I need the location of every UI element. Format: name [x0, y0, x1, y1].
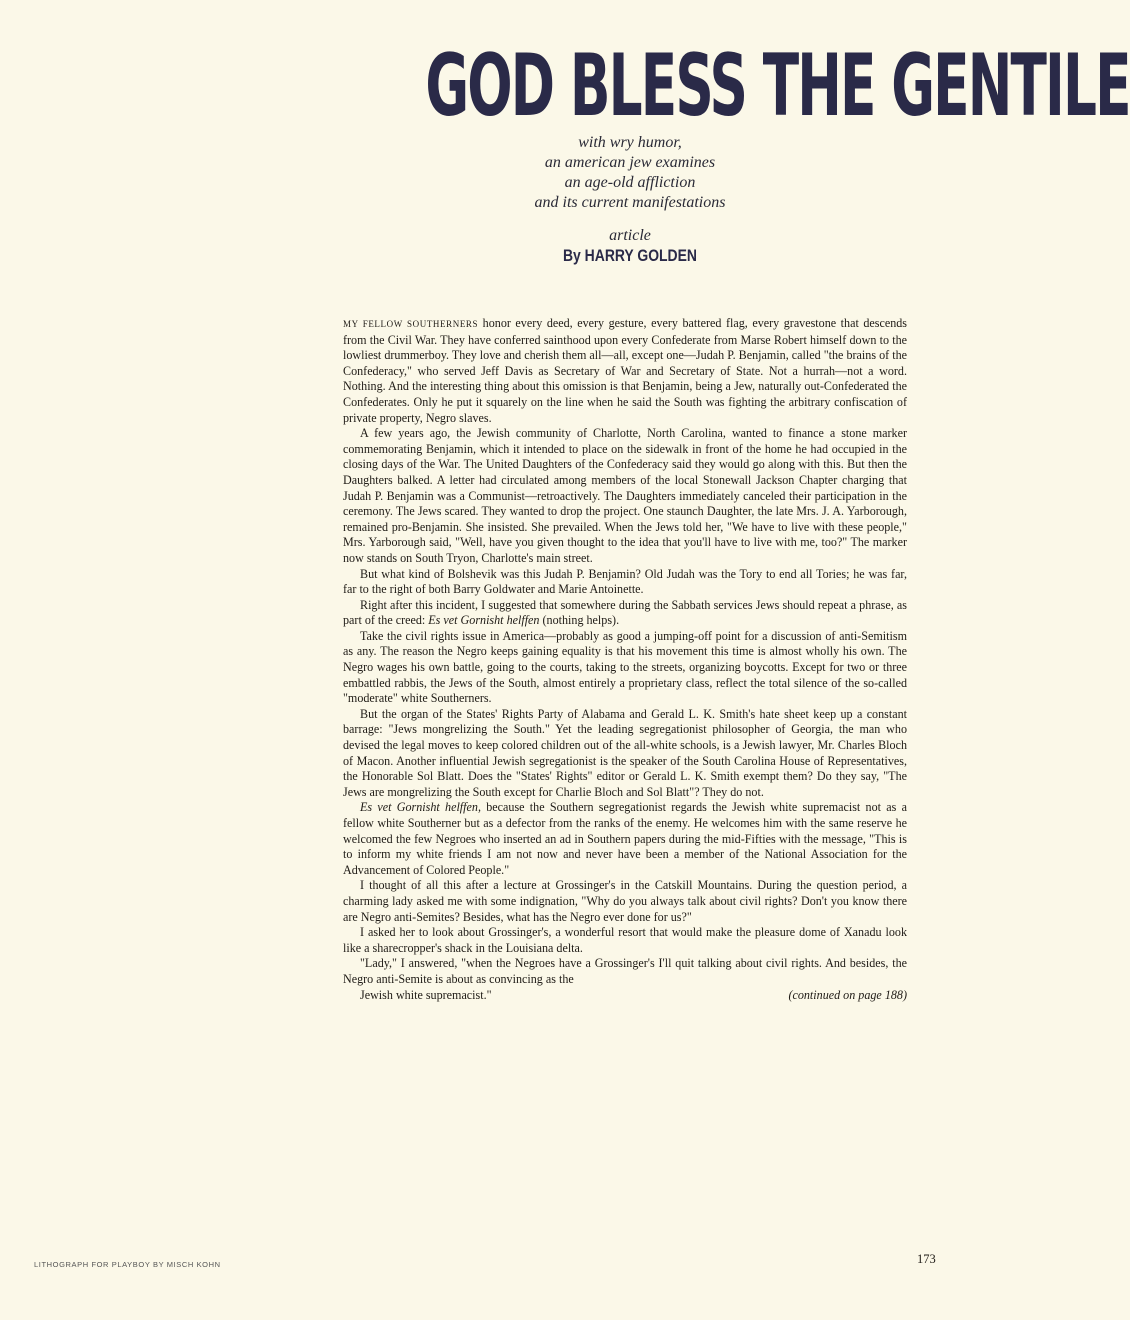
paragraph-text: Jewish white supremacist."	[360, 987, 492, 1002]
final-line	[343, 988, 907, 1004]
paragraph: Take the civil rights issue in America—probably as good a jumping-off point for a discussion of anti-Semitism as any. The reason the Negro keeps gaining equality is that his movement this time is almost wholly his own. The Negro wages his own battle, going to the courts, taking to the streets, organizing boycotts. Except for two or three embattled rabbis, the Jews of the South, almost entirely a proprietary class, reflect the total silence of the so-called "moderate" white Southerners.	[343, 628, 907, 706]
deck	[480, 133, 780, 213]
deck-line: an age-old affliction	[564, 174, 696, 191]
paragraph	[343, 598, 907, 629]
continued-notice: (continued on page 188)	[788, 987, 907, 1002]
paragraph-text: Right after this incident, I suggested that somewhere during the Sabbath services Jews should repeat a phrase, as part of the creed:	[343, 597, 907, 628]
paragraph: A few years ago, the Jewish community of Charlotte, North Carolina, wanted to finance a stone marker commemorating Benjamin, which it intended to place on the sidewalk in front of the home he had occupied in the closing days of the War. The United Daughters of the Confederacy said they would go along with this. But then the Daughters balked. A letter had circulated among members of the local Stonewall Jackson Chapter charging that Judah P. Benjamin was a Communist—retroactively. The Daughters immediately canceled their participation in the ceremony. The Jews scared. They wanted to drop the project. One staunch Daughter, the late Mrs. J. A. Yarborough, remained pro-Benjamin. She insisted. She prevailed. When the Jews told her, "We have to live with these people," Mrs. Yarborough said, "Well, have you given thought to the idea that you'll have to live with me, too?" The marker now stands on South Tryon, Charlotte's main street.	[343, 426, 907, 565]
deck-line: an american jew examines	[544, 154, 716, 171]
deck-line: with wry humor,	[578, 134, 682, 151]
lead-in: MY FELLOW SOUTHERNERS	[343, 319, 479, 329]
paragraph: But what kind of Bolshevik was this Judah P. Benjamin? Old Judah was the Tory to end all Tories; he was far, far to the right of both Barry Goldwater and Marie Antoinette.	[343, 566, 907, 597]
paragraph-text: honor every deed, every gesture, every battered flag, every gravestone that descends from the Civil War. They have conferred sainthood upon every Confederate from Marse Robert himself down to the lowliest drummerboy. They love and cherish them all—all, except one—Judah P. Benjamin, called "the brains of the Confederacy," who served Jeff Davis as Secretary of War and Secretary of State. Not a hurrah—not a word. Nothing. And the interesting thing about this omission is that Benjamin, being a Jew, naturally out-Confederated the Confederates. Only he put it squarely on the line when he said the South was fighting the arbitrary confiscation of private property, Negro slaves.	[343, 316, 907, 425]
paragraph	[343, 316, 907, 426]
paragraph: "Lady," I answered, "when the Negroes have a Grossinger's I'll quit talking about civil rights. And besides, the Negro anti-Semite is about as convincing as the	[343, 956, 907, 986]
deck-line: and its current manifestations	[534, 194, 726, 211]
article-kicker: article	[609, 227, 651, 244]
paragraph: I thought of all this after a lecture at Grossinger's in the Catskill Mountains. During the question period, a charming lady asked me with some indignation, "Why do you always talk about civil rights? Don't you know there are Negro anti-Semites? Besides, what has the Negro ever done for us?"	[343, 878, 907, 924]
paragraph: But the organ of the States' Rights Party of Alabama and Gerald L. K. Smith's hate sheet keep up a constant barrage: "Jews mongrelizing the South." Yet the leading segregationist philosopher of Georgia, the man who devised the legal moves to keep colored children out of the all-white schools, is a Jewish lawyer, Mr. Charles Bloch of Macon. Another influential Jewish segregationist is the speaker of the South Carolina House of Representatives, the Honorable Sol Blatt. Does the "States' Rights" editor or Gerald L. K. Smith exempt them? Do they say, "The Jews are mongrelizing the South except for Charlie Bloch and Sol Blatt"? They do not.	[343, 706, 907, 799]
paragraph	[343, 800, 907, 878]
headline: GOD BLESS THE GENTILE	[425, 36, 1130, 136]
article-body	[343, 316, 907, 1003]
page-number: 173	[917, 1252, 936, 1266]
yiddish-phrase: Es vet Gornisht helffen	[428, 613, 540, 628]
paragraph-text: (nothing helps).	[539, 613, 620, 628]
byline: By HARRY GOLDEN	[562, 246, 697, 265]
illustration-credit: LITHOGRAPH FOR PLAYBOY BY MISCH KOHN	[34, 1260, 221, 1269]
paragraph: I asked her to look about Grossinger's, a wonderful resort that would make the pleasure dome of Xanadu look like a sharecropper's shack in the Louisiana delta.	[343, 925, 907, 955]
yiddish-phrase: Es vet Gornisht helffen,	[360, 800, 481, 815]
paragraph-text: because the Southern segregationist regards the Jewish white supremacist not as a fellow white Southerner but as a defector from the ranks of the enemy. He welcomes him with the same reserve he welcomed the few Negroes who inserted an ad in Southern papers during the mid-Fifties with the message, "This is to inform my white friends I am not now and never have been a member of the National Association for the Advancement of Colored People."	[343, 800, 908, 877]
